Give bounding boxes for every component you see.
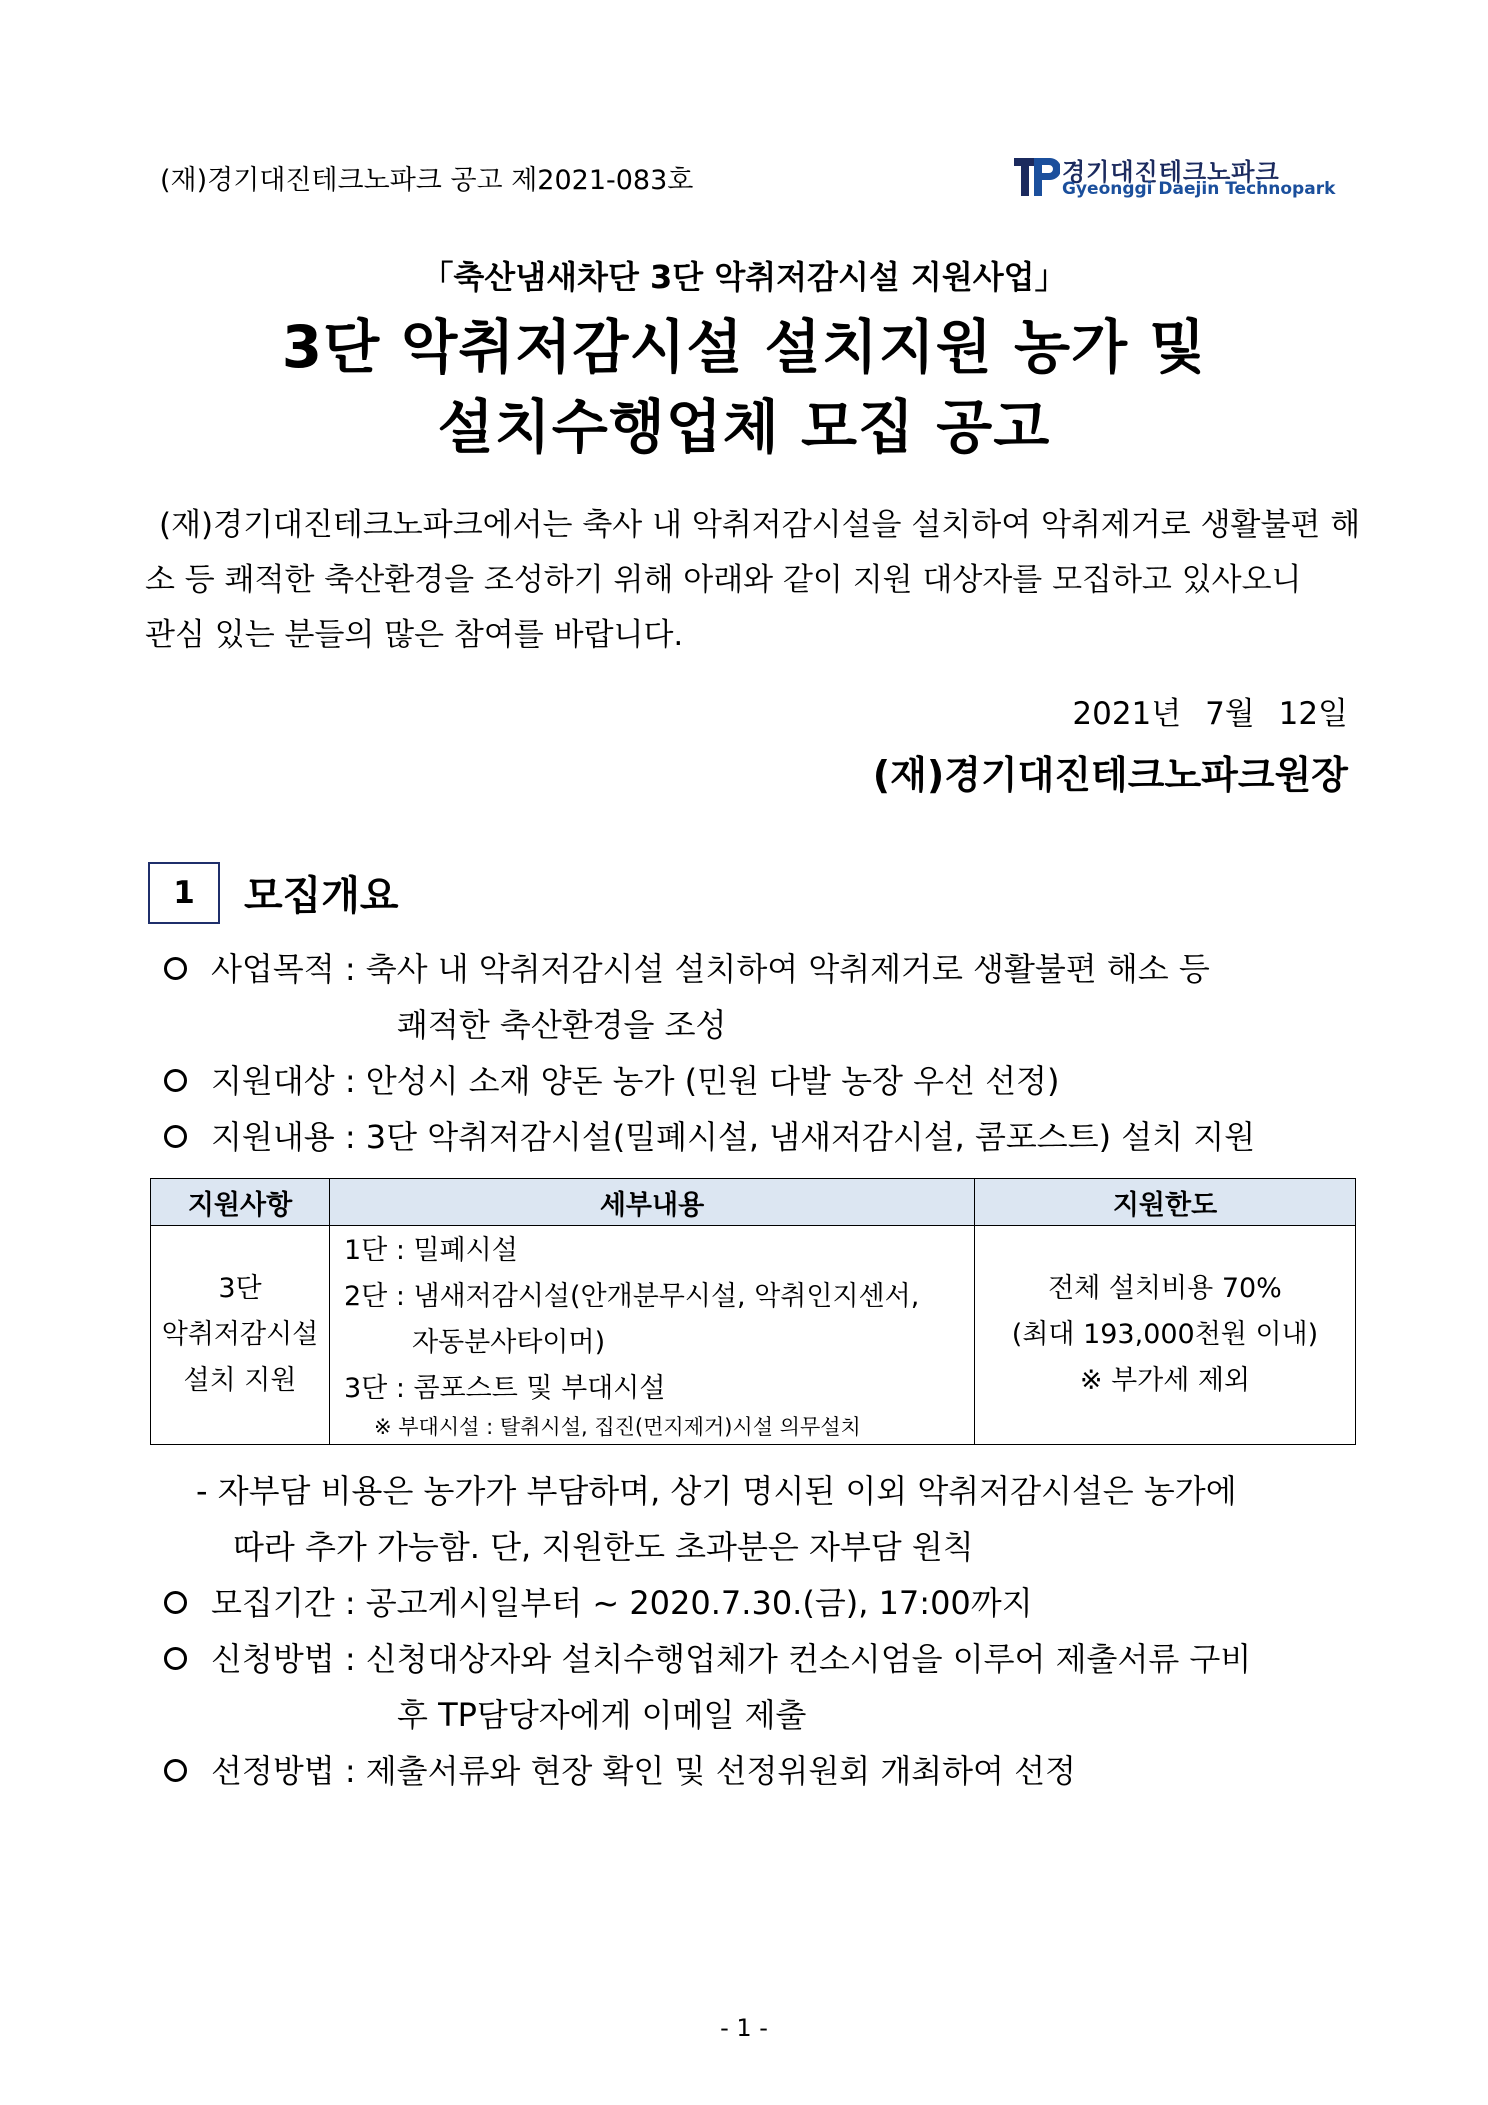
bullet-content: 지원내용 : 3단 악취저감시설(밀폐시설, 냄새저감시설, 콤포스트) 설치 지원 bbox=[164, 1112, 1255, 1158]
logo-english-name: Gyeonggi Daejin Technopark bbox=[1062, 179, 1336, 199]
section-title: 모집개요 bbox=[244, 873, 399, 919]
bullet-target: 지원대상 : 안성시 소재 양돈 농가 (민원 다발 농장 우선 선정) bbox=[164, 1056, 1059, 1102]
section-number-box: 1 bbox=[148, 862, 220, 924]
intro-line: 관심 있는 분들의 많은 참여를 바랍니다. bbox=[145, 617, 684, 653]
intro-line: 소 등 쾌적한 축산환경을 조성하기 위해 아래와 같이 지원 대상자를 모집하고 있사오니 bbox=[145, 562, 1302, 598]
circle-bullet-icon bbox=[164, 1591, 187, 1614]
self-pay-note: - 자부담 비용은 농가가 부담하며, 상기 명시된 이외 악취저감시설은 농가에 bbox=[196, 1472, 1237, 1510]
support-limit-cell: 전체 설치비용 70% (최대 193,000천원 이내) ※ 부가세 제외 bbox=[975, 1226, 1356, 1445]
bullet-purpose: 사업목적 : 축사 내 악취저감시설 설치하여 악취제거로 생활불편 해소 등 bbox=[164, 944, 1210, 990]
circle-bullet-icon bbox=[164, 1647, 187, 1670]
notice-number: (재)경기대진테크노파크 공고 제2021-083호 bbox=[160, 165, 694, 196]
program-subtitle: 「축산냄새차단 3단 악취저감시설 지원사업」 bbox=[421, 258, 1067, 296]
table-row bbox=[151, 1226, 1356, 1445]
bullet-selection: 선정방법 : 제출서류와 현장 확인 및 선정위원회 개최하여 선정 bbox=[164, 1746, 1076, 1792]
purpose-continuation: 쾌적한 축산환경을 조성 bbox=[397, 1006, 727, 1044]
signer-name: (재)경기대진테크노파크원장 bbox=[872, 753, 1348, 797]
logo-korean-name: 경기대진테크노파크 bbox=[1062, 158, 1280, 186]
page-number: - 1 - bbox=[720, 2014, 768, 2042]
page-title-line-1: 3단 악취저감시설 설치지원 농가 및 bbox=[281, 313, 1207, 381]
circle-bullet-icon bbox=[164, 957, 187, 980]
circle-bullet-icon bbox=[164, 1759, 187, 1782]
column-header: 지원한도 bbox=[975, 1179, 1356, 1226]
technopark-logo-icon bbox=[1012, 154, 1060, 200]
notice-date: 2021년 7월 12일 bbox=[1072, 696, 1348, 732]
page-title-line-2: 설치수행업체 모집 공고 bbox=[437, 393, 1051, 461]
support-item-cell: 3단 악취저감시설 설치 지원 bbox=[151, 1226, 330, 1445]
support-table bbox=[150, 1178, 1356, 1445]
support-detail-cell: 1단 : 밀폐시설 2단 : 냄새저감시설(안개분무시설, 악취인지센서, 자동분사타이머) 3단 : 콤포스트 및 부대시설 ※ 부대시설 : 탈취시설, 집진(먼지제거)시설 의무설치 bbox=[330, 1226, 975, 1445]
detail-note: ※ 부대시설 : 탈취시설, 집진(먼지제거)시설 의무설치 bbox=[374, 1415, 861, 1439]
intro-line: (재)경기대진테크노파크에서는 축사 내 악취저감시설을 설치하여 악취제거로 생활불편 해 bbox=[159, 507, 1361, 543]
bullet-method: 신청방법 : 신청대상자와 설치수행업체가 컨소시엄을 이루어 제출서류 구비 bbox=[164, 1634, 1251, 1680]
column-header: 세부내용 bbox=[330, 1179, 975, 1226]
organization-logo bbox=[1012, 152, 1336, 202]
table-header-row bbox=[151, 1179, 1356, 1226]
column-header: 지원사항 bbox=[151, 1179, 330, 1226]
self-pay-note-continuation: 따라 추가 가능함. 단, 지원한도 초과분은 자부담 원칙 bbox=[233, 1528, 974, 1566]
intro-paragraph bbox=[145, 498, 1361, 663]
method-continuation: 후 TP담당자에게 이메일 제출 bbox=[397, 1696, 807, 1734]
bullet-period: 모집기간 : 공고게시일부터 ~ 2020.7.30.(금), 17:00까지 bbox=[164, 1578, 1033, 1624]
circle-bullet-icon bbox=[164, 1069, 187, 1092]
circle-bullet-icon bbox=[164, 1125, 187, 1148]
